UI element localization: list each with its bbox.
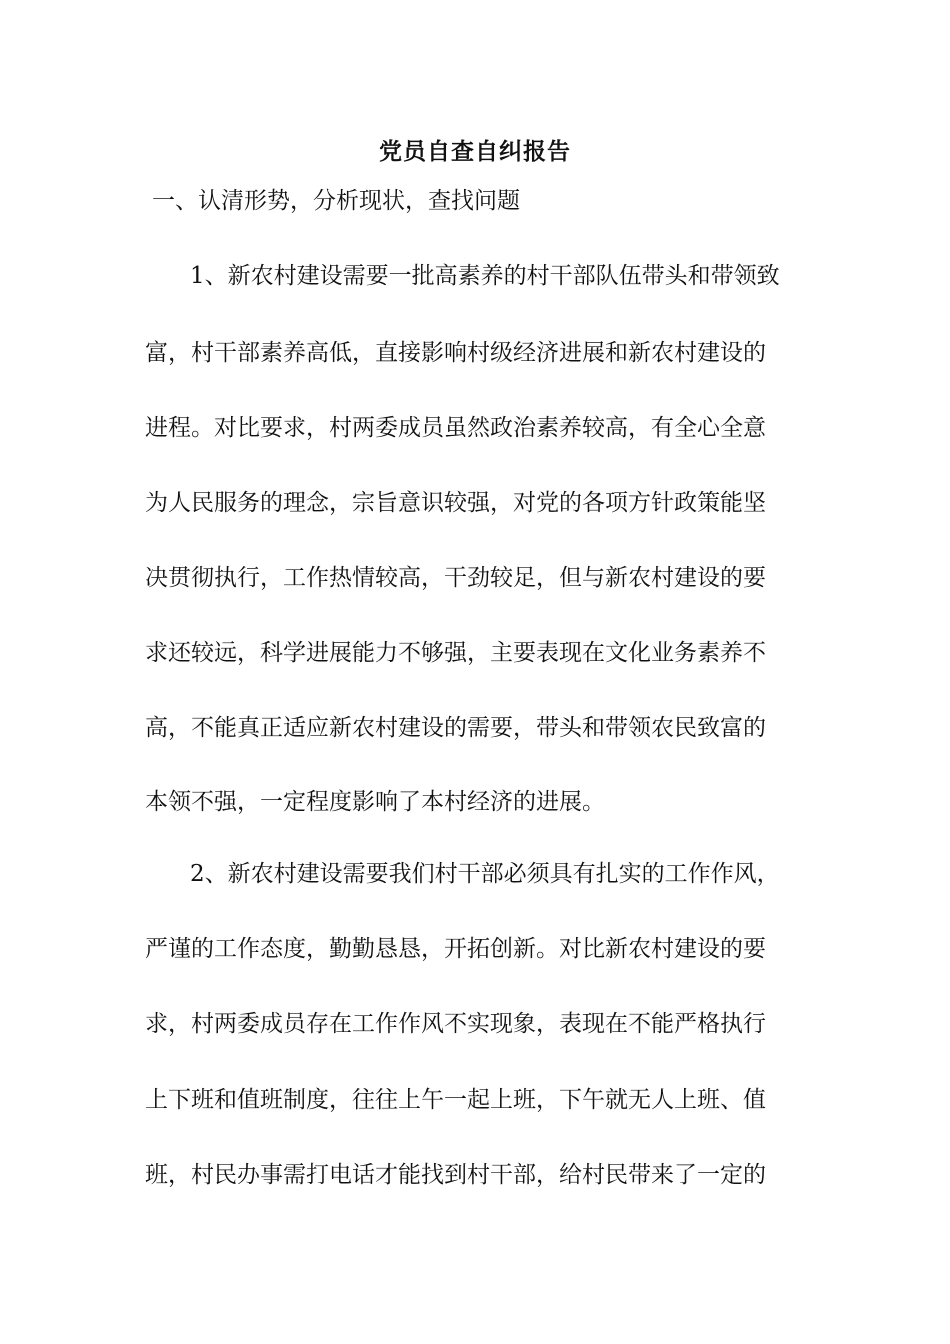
paragraph-line: 上下班和值班制度，往往上午一起上班，下午就无人上班、值: [145, 1087, 766, 1113]
paragraph-line: 求，村两委成员存在工作作风不实现象，表现在不能严格执行: [145, 1011, 766, 1037]
document-title: 党员自查自纠报告: [379, 138, 571, 165]
paragraph-line: 高，不能真正适应新农村建设的需要，带头和带领农民致富的: [145, 715, 766, 741]
paragraph-line: 本领不强，一定程度影响了本村经济的进展。: [145, 789, 605, 815]
paragraph-line: 为人民服务的理念，宗旨意识较强，对党的各项方针政策能坚: [145, 490, 766, 516]
paragraph-line: 进程。对比要求，村两委成员虽然政治素养较高，有全心全意: [145, 415, 766, 441]
paragraph-line: 严谨的工作态度，勤勤恳恳，开拓创新。对比新农村建设的要: [145, 936, 766, 962]
paragraph-line: 1、新农村建设需要一批高素养的村干部队伍带头和带领致: [190, 263, 780, 289]
paragraph-line: 班，村民办事需打电话才能找到村干部，给村民带来了一定的: [145, 1162, 766, 1188]
paragraph-line: 求还较远，科学进展能力不够强，主要表现在文化业务素养不: [145, 640, 766, 666]
paragraph-line: 决贯彻执行，工作热情较高，干劲较足，但与新农村建设的要: [145, 565, 766, 591]
section-heading: 一、认清形势，分析现状，查找问题: [152, 188, 520, 214]
paragraph-line: 2、新农村建设需要我们村干部必须具有扎实的工作作风，: [190, 861, 780, 887]
paragraph-line: 富，村干部素养高低，直接影响村级经济进展和新农村建设的: [145, 340, 766, 366]
